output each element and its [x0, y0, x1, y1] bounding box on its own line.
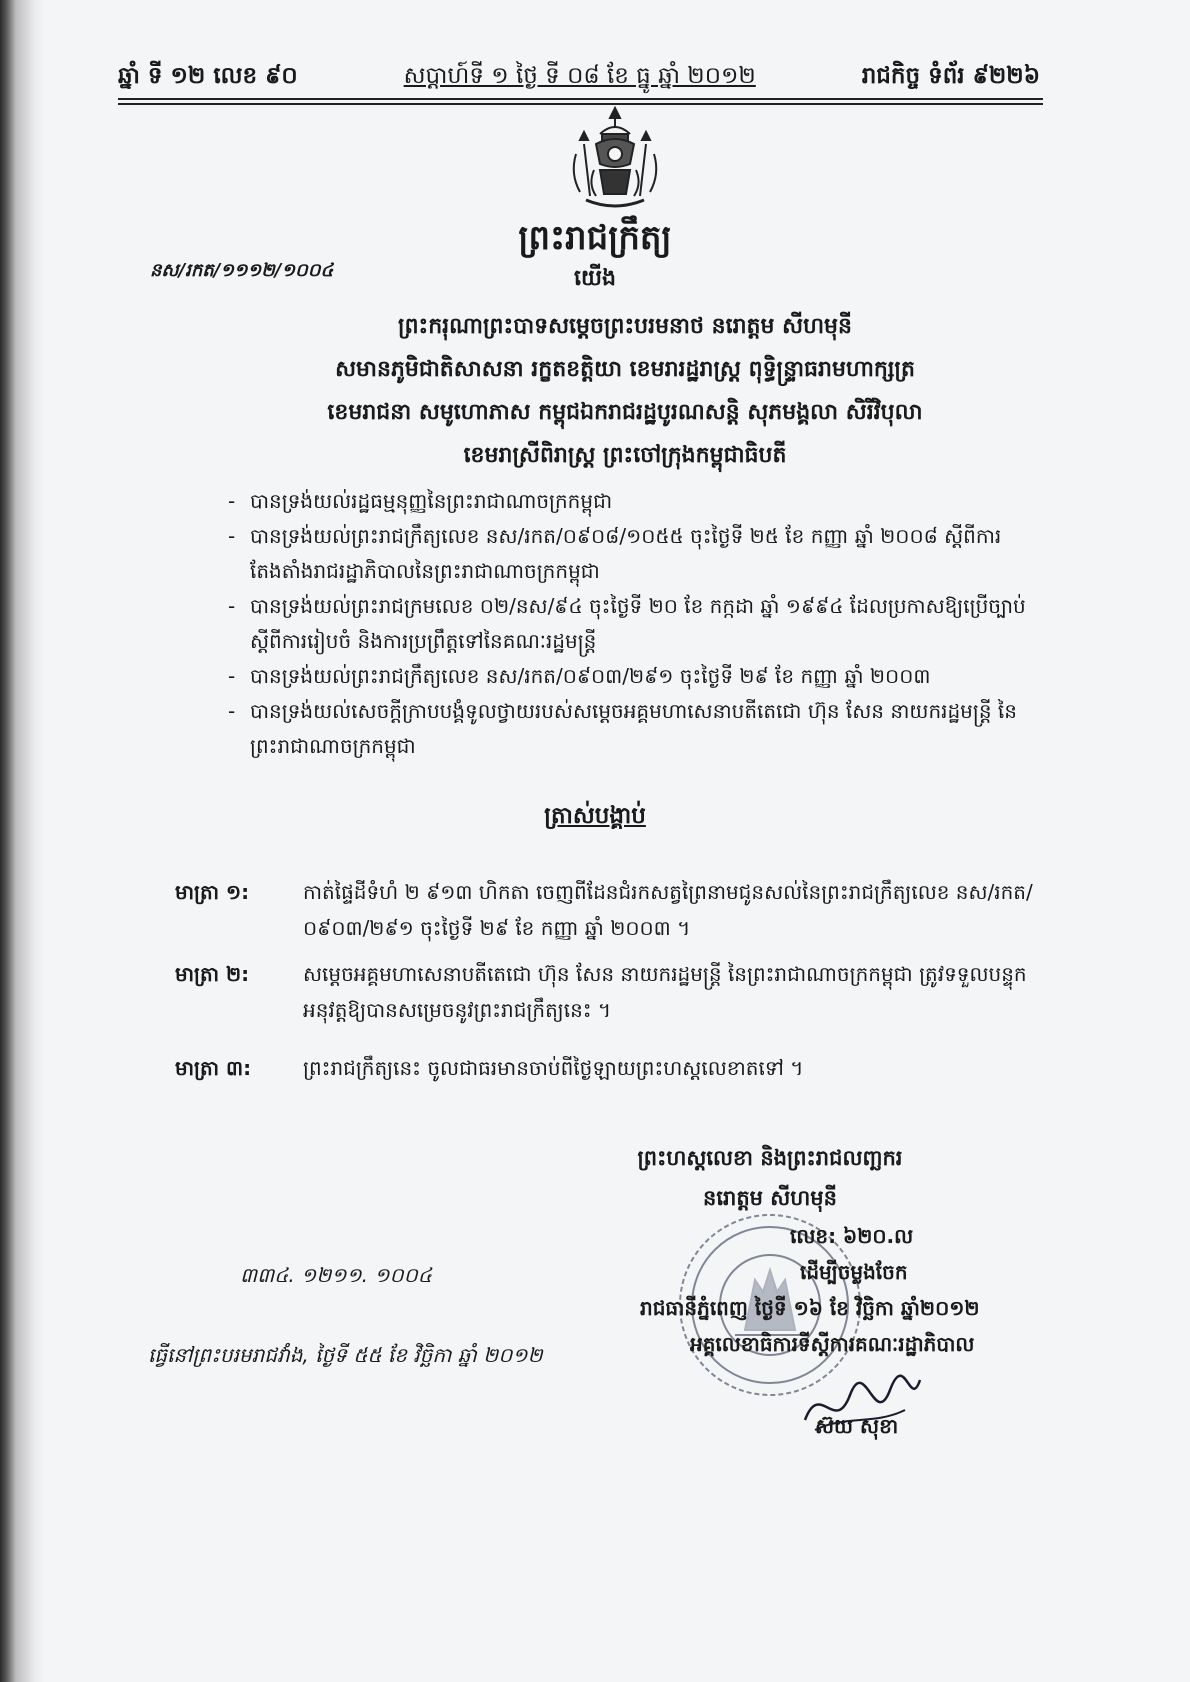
- royal-arms-emblem: [560, 104, 670, 214]
- gazette-page: រាជកិច្ច ទំព័រ ៩២២៦: [861, 63, 1040, 89]
- handwritten-signature: [795, 1360, 925, 1450]
- royal-title-line: ព្រះករុណាព្រះបាទសម្តេចព្រះបរមនាថ នរោត្តម សីហមុនី: [398, 314, 852, 339]
- gazette-year-issue: ឆ្នាំ ទី ១២ លេខ ៩០: [118, 63, 298, 89]
- decree-number: នស/រកត/១១១២/១០០៤: [150, 260, 334, 281]
- article-1: [175, 874, 1045, 946]
- stamp-signatory-name: ស៊យ សុខា: [815, 1414, 899, 1438]
- gazette-date: សប្តាហ៍ទី ១ ថ្ងៃ ទី ០៨ ខែ ធ្នូ ឆ្នាំ ២០១២: [403, 63, 756, 89]
- article-text: សម្តេចអគ្គមហាសេនាបតីតេជោ ហ៊ុន សែន នាយករដ្ឋមន្ត្រី នៃព្រះរាជាណាចក្រកម្ពុជា ត្រូវទទួលបន្ទុកអនុវត្តឱ្យបានសម្រេចនូវព្រះរាជក្រឹត្យនេះ ។: [303, 962, 1027, 1022]
- royal-title-line: ខេមរាស្រីពិរាស្ត្រ ព្រះចៅក្រុងកម្ពុជាធិបតី: [463, 443, 787, 468]
- article-text: កាត់ផ្ទៃដីទំហំ ២ ៩១៣ ហិកតា ចេញពីដែនជំរកសត្វព្រៃនាមជូនសល់នៃព្រះរាជក្រឹត្យលេខ នស/រកត/០៩០៣/២៩១ ចុះថ្ងៃទី ២៩ ខែ កញ្ញា ឆ្នាំ ២០០៣ ។: [303, 880, 1033, 940]
- article-2: [175, 956, 1045, 1028]
- royal-title-line: ខេមរាជនា សមូហោភាស កម្ពុជឯករាជរដ្ឋបូរណសន្តិ សុភមង្គលា សិរីវិបុលា: [327, 400, 923, 425]
- consideration-item: - បានទ្រង់យល់ព្រះរាជក្រមលេខ ០២/នស/៩៤ ចុះថ្ងៃទី ២០ ខែ កក្កដា ឆ្នាំ ១៩៩៤ ដែលប្រកាសឱ្យប្រើច្បាប់ស្តីពីការរៀបចំ និងការប្រព្រឹត្តទៅនៃគណៈរដ្ឋមន្ត្រី: [228, 589, 1038, 659]
- consideration-item: - បានទ្រង់យល់សេចក្តីក្រាបបង្គំទូលថ្វាយរបស់សម្តេចអគ្គមហាសេនាបតីតេជោ ហ៊ុន សែន នាយករដ្ឋមន្ត្រី នៃព្រះរាជាណាចក្រកម្ពុជា: [228, 694, 1038, 764]
- article-3: [175, 1050, 1045, 1086]
- consideration-item: - បានទ្រង់យល់រដ្ឋធម្មនុញ្ញនៃព្រះរាជាណាចក្រកម្ពុជា: [228, 484, 1038, 519]
- article-label: មាត្រា ១:: [175, 880, 250, 904]
- decree-title: ព្រះរាជក្រឹត្យ: [518, 218, 672, 258]
- signature-reference: ៣៣៤. ១២១១. ១០០៤: [240, 1263, 432, 1287]
- gazette-header: [118, 62, 1040, 95]
- royal-title-block: [240, 305, 1010, 477]
- stamp-place-date: រាជធានីភ្នំពេញ ថ្ងៃទី ១៦ ខែ វិច្ឆិកា ឆ្នាំ២០១២: [640, 1296, 980, 1320]
- article-text: ព្រះរាជក្រឹត្យនេះ ចូលជាធរមានចាប់ពីថ្ងៃឡាយព្រះហស្តលេខាតទៅ ។: [303, 1056, 804, 1080]
- we-heading: យើង: [574, 266, 616, 291]
- header-rule: [118, 98, 1043, 100]
- decrees-heading: ត្រាស់បង្គាប់: [544, 803, 646, 829]
- article-label: មាត្រា ២:: [175, 962, 250, 986]
- considerations-list: [228, 484, 1038, 764]
- signature-caption: ព្រះហស្តលេខា និងព្រះរាជលញ្ឆករ: [637, 1146, 903, 1170]
- signatory-name: នរោត្តម សីហមុនី: [703, 1186, 837, 1210]
- place-and-date: ធ្វើនៅព្រះបរមរាជវាំង, ថ្ងៃទី ៥៥ ខែ វិច្ឆិកា ឆ្នាំ ២០១២: [148, 1343, 543, 1367]
- consideration-item: - បានទ្រង់យល់ព្រះរាជក្រឹត្យលេខ នស/រកត/០៩០៣/២៩១ ចុះថ្ងៃទី ២៩ ខែ កញ្ញា ឆ្នាំ ២០០៣: [228, 659, 1038, 694]
- stamp-secretary-title: អគ្គលេខាធិការទីស្តីការគណៈរដ្ឋាភិបាល: [690, 1332, 975, 1356]
- consideration-item: - បានទ្រង់យល់ព្រះរាជក្រឹត្យលេខ នស/រកត/០៩០៨/១០៥៥ ចុះថ្ងៃទី ២៥ ខែ កញ្ញា ឆ្នាំ ២០០៨ ស្តីពីការតែងតាំងរាជរដ្ឋាភិបាលនៃព្រះរាជាណាចក្រកម្ពុជា: [228, 519, 1038, 589]
- stamp-number: លេខ: ៦២០.ល: [790, 1224, 914, 1248]
- royal-title-line: សមានភូមិជាតិសាសនា រក្ខតខត្តិយា ខេមរារដ្ឋរាស្ត្រ ពុទ្ធិន្ទ្រាធរាមហាក្សត្រ: [335, 357, 915, 382]
- royal-signature-block: [560, 1138, 980, 1218]
- article-label: មាត្រា ៣:: [175, 1056, 252, 1080]
- stamp-copy-note: ដើម្បីចម្លងចែក: [800, 1260, 908, 1284]
